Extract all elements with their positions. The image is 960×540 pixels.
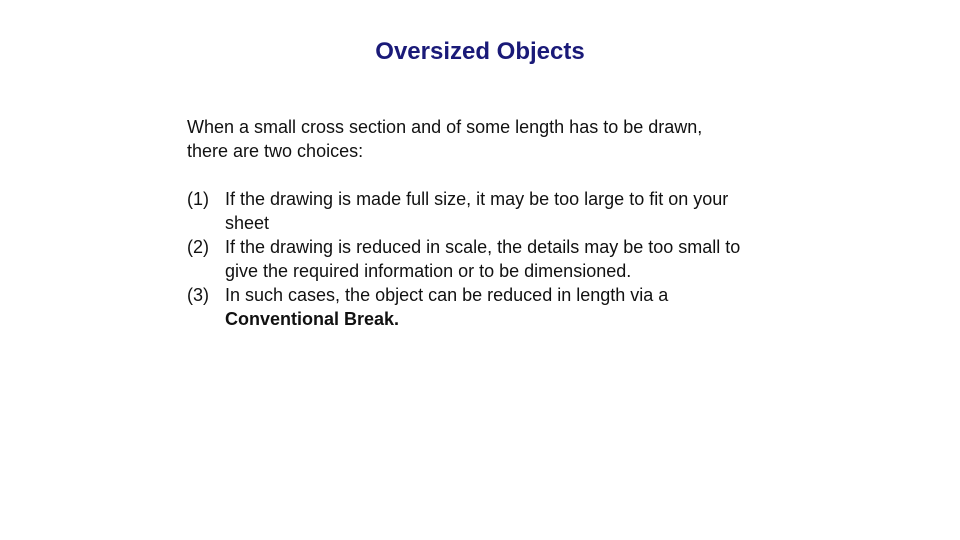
conventional-break-term: Conventional Break. [225,309,400,329]
list-item-text: If the drawing is made full size, it may be too large to fit on your sheet [225,189,729,233]
list-item [187,283,747,331]
list-item [187,235,747,283]
list-item [187,187,747,235]
slide-body [187,115,747,331]
list-marker: (2) [187,237,209,257]
slide-title: Oversized Objects [375,38,585,65]
list-marker: (1) [187,189,209,209]
list-marker: (3) [187,285,209,305]
list-item-text-wrapper [225,283,747,331]
list-item-text: In such cases, the object can be reduced in length via a [225,285,669,305]
list-item-text: If the drawing is reduced in scale, the details may be too small to give the required information or to be dimensioned. [225,237,741,281]
numbered-list [187,187,747,331]
intro-paragraph: When a small cross section and of some length has to be drawn, there are two choices: [187,117,703,161]
